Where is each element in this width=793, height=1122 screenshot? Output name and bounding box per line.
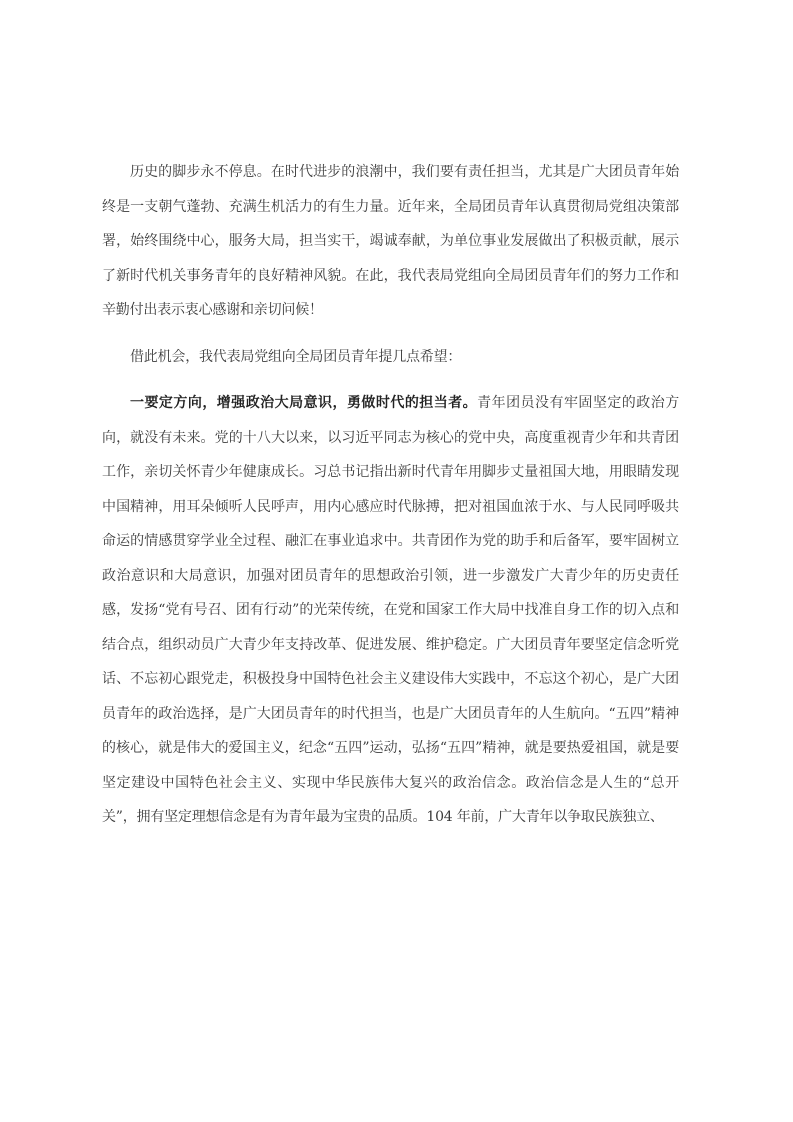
paragraph-text: 历史的脚步永不停息。在时代进步的浪潮中，我们要有责任担当，尤其是广大团员青年始终是一支朝气蓬勃、充满生机活力的有生力量。近年来，全局团员青年认真贯彻局党组决策部署，始终围绕中心，服务大局，担当实干，竭诚奉献，为单位事业发展做出了积极贡献，展示了新时代机关事务青年的良好精神风貌。在此，我代表局党组向全局团员青年们的努力工作和辛勤付出表示衷心感谢和亲切问候！ — [102, 164, 679, 318]
paragraph-point-one — [102, 386, 679, 835]
paragraph-bold-lead: 一要定方向，增强政治大局意识，勇做时代的担当者。 — [130, 395, 478, 411]
paragraph-intro — [102, 155, 679, 328]
document-page — [102, 155, 679, 835]
paragraph-text: 青年团员没有牢固坚定的政治方向，就没有未来。党的十八大以来，以习近平同志为核心的党中央，高度重视青少年和共青团工作，亲切关怀青少年健康成长。习总书记指出新时代青年用脚步丈量祖国大地，用眼睛发现中国精神，用耳朵倾听人民呼声，用内心感应时代脉搏，把对祖国血浓于水、与人民同呼吸共命运的情感贯穿学业全过程、融汇在事业追求中。共青团作为党的助手和后备军，要牢固树立政治意识和大局意识，加强对团员青年的思想政治引领，进一步激发广大青少年的历史责任感，发扬“党有号召、团有行动”的光荣传统，在党和国家工作大局中找准自身工作的切入点和结合点，组织动员广大青少年支持改革、促进发展、维护稳定。广大团员青年要坚定信念听党话、不忘初心跟党走，积极投身中国特色社会主义建设伟大实践中，不忘这个初心，是广大团员青年的政治选择，是广大团员青年的时代担当，也是广大团员青年的人生航向。“五四”精神的核心，就是伟大的爱国主义，纪念“五四”运动，弘扬“五四”精神，就是要热爱祖国，就是要坚定建设中国特色社会主义、实现中华民族伟大复兴的政治信念。政治信念是人生的“总开关”，拥有坚定理想信念是有为青年最为宝贵的品质。104 年前，广大青年以争取民族独立、 — [102, 395, 679, 825]
paragraph-hopes-intro — [102, 340, 679, 375]
paragraph-text: 借此机会，我代表局党组向全局团员青年提几点希望： — [130, 348, 462, 365]
